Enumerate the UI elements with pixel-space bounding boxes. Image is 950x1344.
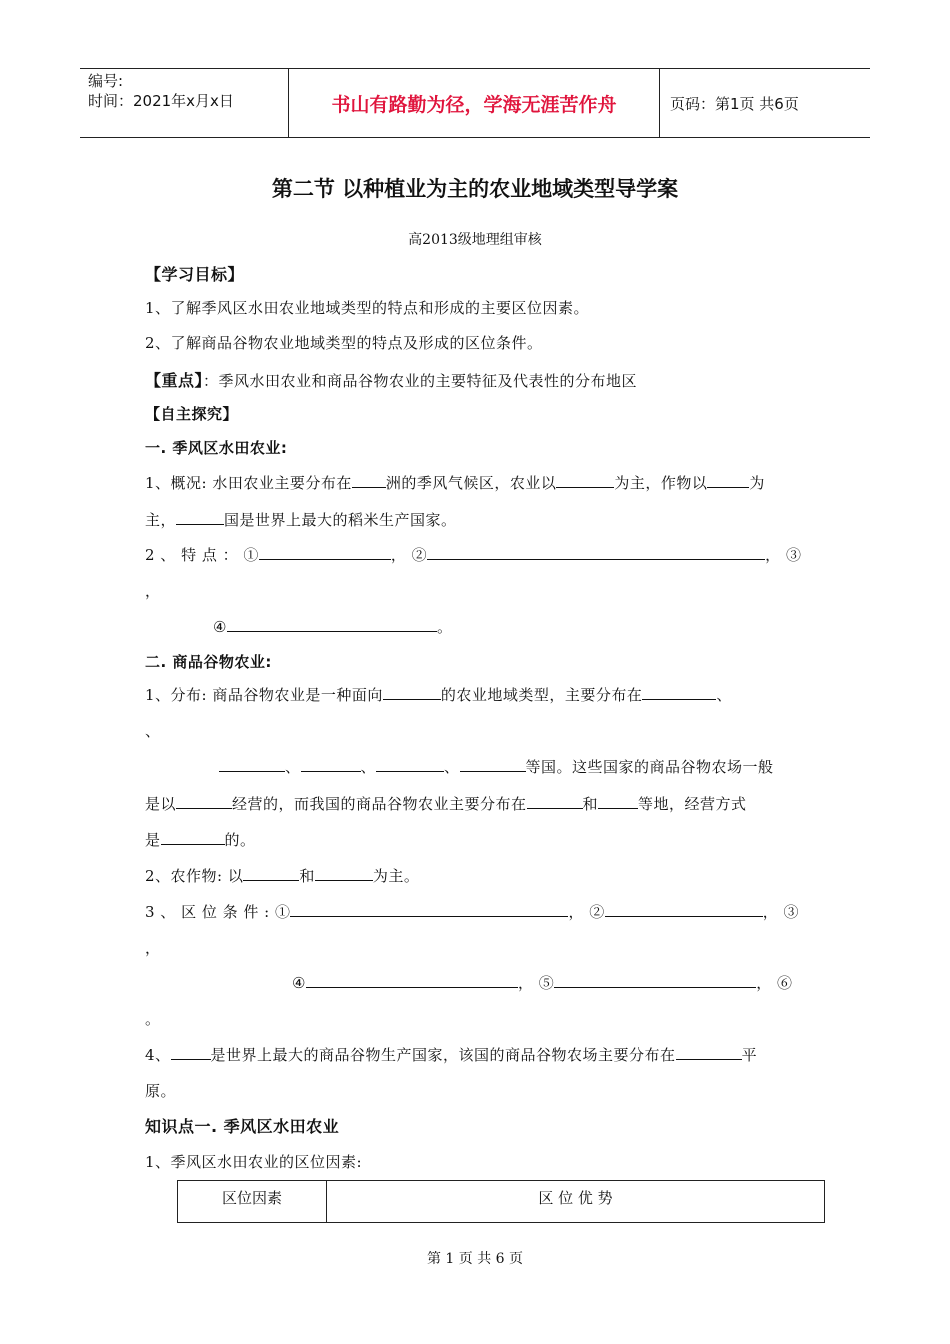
text: ， ② <box>568 903 605 921</box>
text: ④ <box>292 974 306 992</box>
text: 国是世界上最大的稻米生产国家。 <box>224 511 457 529</box>
text: 主， <box>145 511 177 529</box>
header-meta <box>80 69 289 137</box>
text: 2、农作物: 以 <box>145 867 244 885</box>
s2-line-4 <box>145 793 747 814</box>
text: 3 、 区 位 条 件 : ① <box>145 903 291 921</box>
s2-crops <box>145 865 419 886</box>
blank-field[interactable] <box>352 473 386 488</box>
text: 为 <box>749 474 765 492</box>
blank-field[interactable] <box>161 830 225 845</box>
s2-line-4x <box>145 1044 757 1065</box>
s2-line-5 <box>145 829 256 850</box>
blank-field[interactable] <box>290 902 568 917</box>
table-header-advantage: 区 位 优 势 <box>327 1181 825 1223</box>
text: 的农业地域类型，主要分布在 <box>440 686 643 704</box>
blank-field[interactable] <box>554 973 756 988</box>
blank-field[interactable] <box>460 757 526 772</box>
text: ， ③ <box>762 903 800 921</box>
goal-2: 2、了解商品谷物农业地域类型的特点及形成的区位条件。 <box>145 334 543 352</box>
text: 为主。 <box>372 867 420 885</box>
blank-field[interactable] <box>598 794 638 809</box>
s2-line-4x-end: 原。 <box>145 1082 177 1100</box>
explore-heading: 【自主探究】 <box>145 405 239 423</box>
blank-field[interactable] <box>171 1045 211 1060</box>
s1-feature-4 <box>213 616 452 637</box>
blank-field[interactable] <box>383 685 441 700</box>
header-motto: 书山有路勤为径，学海无涯苦作舟 <box>289 69 660 137</box>
goals-heading: 【学习目标】 <box>145 265 245 284</box>
text: 1、概况: 水田农业主要分布在 <box>145 474 352 492</box>
location-factors-table <box>177 1180 825 1223</box>
text: 是以 <box>145 795 177 813</box>
blank-field[interactable] <box>176 510 224 525</box>
page-subtitle: 高2013级地理组审核 <box>408 232 542 248</box>
text: 4、 <box>145 1046 171 1064</box>
blank-field[interactable] <box>605 902 763 917</box>
text: 洲的季风气候区，农业以 <box>385 474 557 492</box>
text: 经营的，而我国的商品谷物农业主要分布在 <box>232 795 527 813</box>
blank-field[interactable] <box>556 473 614 488</box>
s2-dun: 、 <box>145 722 161 740</box>
s2-conditions-2 <box>292 972 793 993</box>
section-1-heading: 一. 季风区水田农业: <box>145 439 288 457</box>
blank-field[interactable] <box>259 545 391 560</box>
s2-conditions <box>145 901 799 922</box>
s1-comma: ， <box>145 582 161 600</box>
blank-field[interactable] <box>301 757 361 772</box>
s1-features <box>145 544 801 565</box>
key-points <box>145 368 637 391</box>
s2-period: 。 <box>145 1010 161 1028</box>
text: 为主，作物以 <box>614 474 708 492</box>
s1-line-1 <box>145 472 765 493</box>
text: 是世界上最大的商品谷物生产国家，该国的商品谷物农场主要分布在 <box>210 1046 676 1064</box>
text: 的。 <box>224 831 256 849</box>
table-header-factor: 区位因素 <box>178 1181 327 1223</box>
header-page-info: 页码：第1页 共6页 <box>670 94 799 113</box>
key-heading: 【重点】 <box>145 371 204 390</box>
kp1-question-1: 1、季风区水田农业的区位因素: <box>145 1153 363 1171</box>
text: ， ③ <box>765 546 802 564</box>
blank-field[interactable] <box>527 794 583 809</box>
page-footer: 第 1 页 共 6 页 <box>426 1251 524 1267</box>
blank-field[interactable] <box>227 617 437 632</box>
text: ， ⑥ <box>756 974 793 992</box>
s2-comma: ， <box>145 939 161 957</box>
document-header <box>80 68 870 138</box>
blank-field[interactable] <box>707 473 749 488</box>
text: 平 <box>741 1046 758 1064</box>
blank-field[interactable] <box>306 973 518 988</box>
blank-field[interactable] <box>642 685 716 700</box>
text: 是 <box>145 831 161 849</box>
text: ④ <box>213 618 227 636</box>
blank-field[interactable] <box>176 794 232 809</box>
text: 、 <box>285 758 301 776</box>
text: 。 <box>436 618 453 636</box>
time-label: 时间：2021年x月x日 <box>88 92 234 110</box>
blank-field[interactable] <box>219 757 285 772</box>
section-2-heading: 二. 商品谷物农业: <box>145 653 272 671</box>
blank-field[interactable] <box>376 757 444 772</box>
blank-field[interactable] <box>676 1045 742 1060</box>
table-row <box>178 1181 825 1223</box>
number-label: 编号: <box>88 72 124 90</box>
blank-field[interactable] <box>427 545 765 560</box>
text: 1、分布: 商品谷物农业是一种面向 <box>145 686 383 704</box>
key-text: ：季风水田农业和商品谷物农业的主要特征及代表性的分布地区 <box>203 372 638 390</box>
s2-line-1 <box>145 684 732 705</box>
blank-field[interactable] <box>243 866 299 881</box>
blank-field[interactable] <box>315 866 373 881</box>
text: 和 <box>299 867 315 885</box>
text: ， ⑤ <box>517 974 555 992</box>
goal-1: 1、了解季风区水田农业地域类型的特点和形成的主要区位因素。 <box>145 299 590 317</box>
text: 、 <box>716 686 732 704</box>
text: 、 <box>360 758 377 776</box>
text: 2 、 特 点 ： ① <box>145 546 259 564</box>
text: 等国。这些国家的商品谷物农场一般 <box>525 758 774 776</box>
s2-line-3 <box>219 756 774 777</box>
text: 和 <box>582 795 599 813</box>
knowledge-point-1-heading: 知识点一. 季风区水田农业 <box>145 1117 340 1136</box>
text: 等地，经营方式 <box>638 795 747 813</box>
s1-line-2 <box>145 509 457 530</box>
text: ， ② <box>390 546 428 564</box>
page-title: 第二节 以种植业为主的农业地域类型导学案 <box>271 177 679 201</box>
text: 、 <box>444 758 460 776</box>
